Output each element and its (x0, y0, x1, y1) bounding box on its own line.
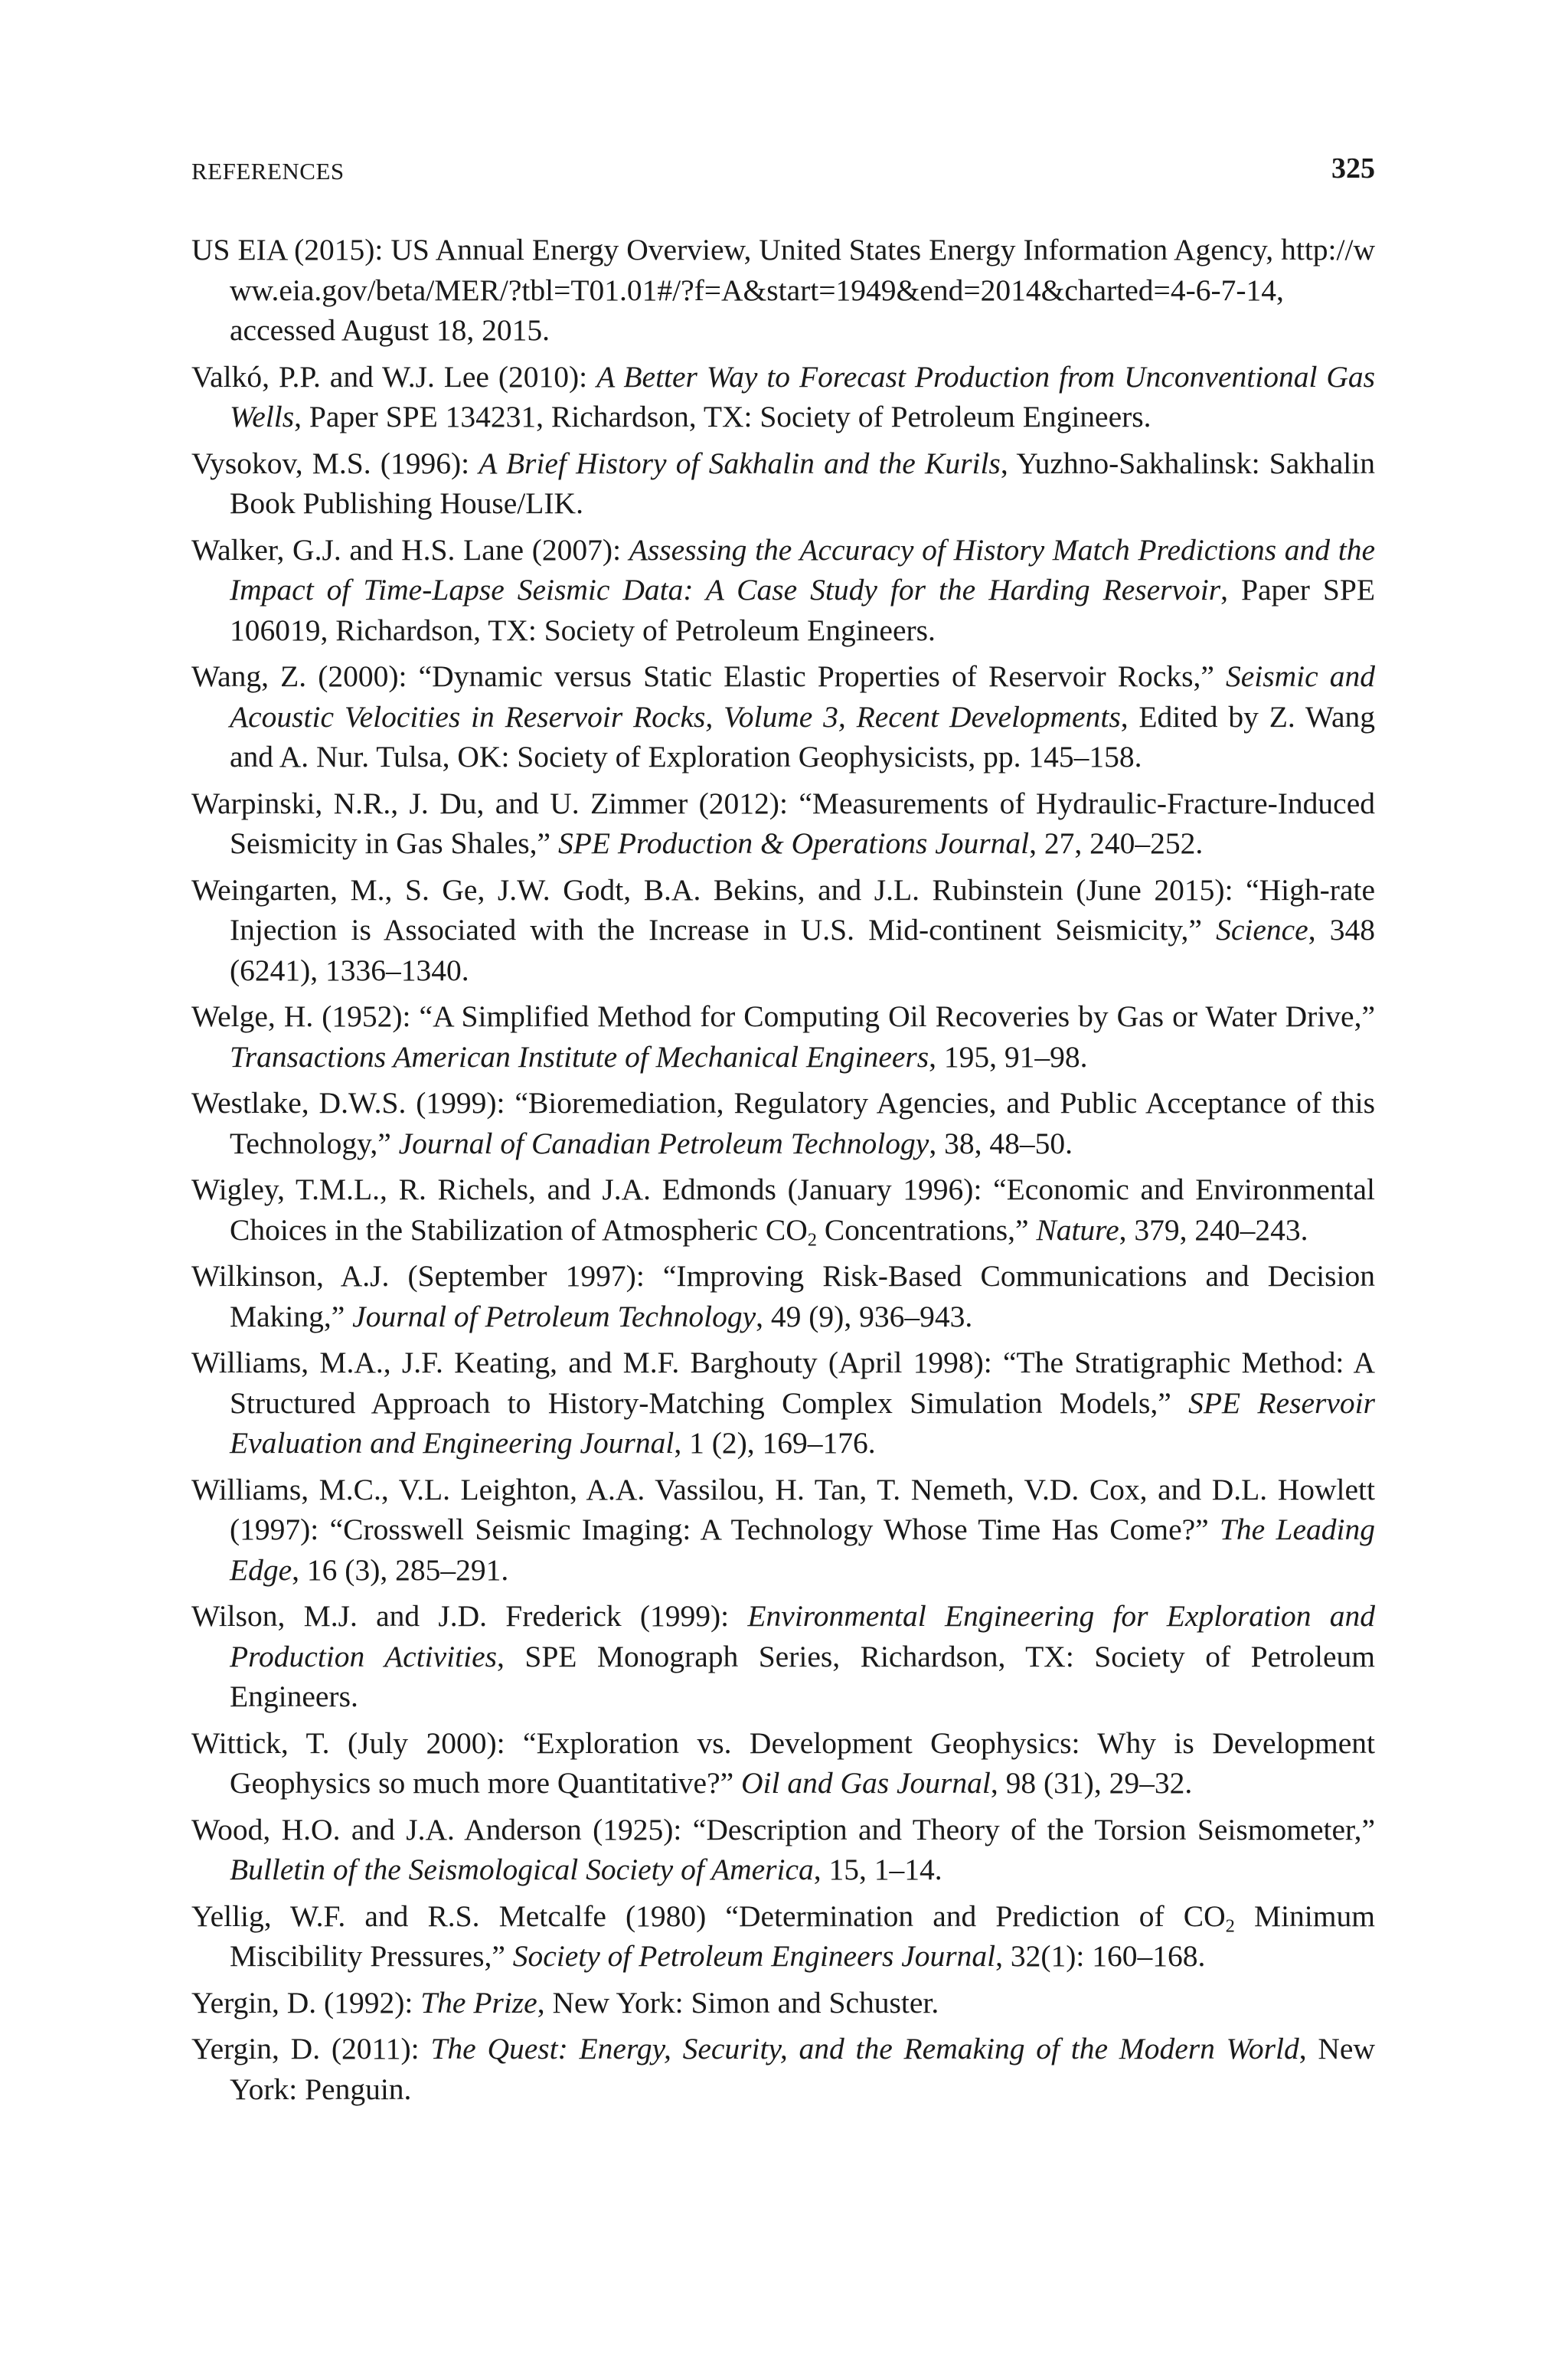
ref-title: The Quest: Energy, Security, and the Remaking of the Modern World (430, 2032, 1299, 2065)
subscript: 2 (1225, 1915, 1235, 1936)
ref-text: Wilson, M.J. and J.D. Frederick (1999): (191, 1599, 748, 1633)
ref-text: Wang, Z. (2000): “Dynamic versus Static Elastic Properties of Reservoir Rocks,” (191, 659, 1226, 693)
reference-entry (191, 1723, 1375, 1804)
ref-text: , Paper SPE 106019, Richardson, TX: Society of Petroleum Engineers. (230, 573, 1375, 647)
reference-entry (191, 443, 1375, 524)
ref-title: Nature (1036, 1212, 1119, 1247)
ref-text: , New York: Penguin. (230, 2032, 1375, 2106)
ref-url[interactable]: http://www.eia.gov/beta/MER/?tbl=T01.01#/?f=A&start=1949&end=2014&charted=4-6-7-14 (230, 233, 1375, 307)
ref-text: Westlake, D.W.S. (1999): “Bioremediation, Regulatory Agencies, and Public Acceptance of this Technology,” (191, 1086, 1375, 1160)
ref-text: Williams, M.A., J.F. Keating, and M.F. Barghouty (April 1998): “The Stratigraphic Method: A Structured Approach to History-Matching Complex Simulation Models,” (191, 1346, 1375, 1420)
ref-title: Seismic and Acoustic Velocities in Reservoir Rocks, Volume 3, Recent Developments (230, 659, 1375, 734)
reference-entry (191, 783, 1375, 864)
reference-entry (191, 1343, 1375, 1464)
ref-text: , SPE Monograph Series, Richardson, TX: Society of Petroleum Engineers. (230, 1639, 1375, 1713)
ref-text: Vysokov, M.S. (1996): (191, 446, 479, 480)
ref-title: Bulletin of the Seismological Society of America (230, 1853, 814, 1886)
reference-list (191, 230, 1375, 2115)
reference-entry (191, 1810, 1375, 1890)
reference-entry (191, 1896, 1375, 1977)
ref-text: Williams, M.C., V.L. Leighton, A.A. Vassilou, H. Tan, T. Nemeth, V.D. Cox, and D.L. Howlett (1997): “Crosswell Seismic Imaging: A Technology Whose Time Has Come?” (191, 1472, 1375, 1546)
ref-text: Yergin, D. (2011): (191, 2032, 431, 2065)
ref-title: Journal of Petroleum Technology (352, 1299, 756, 1333)
ref-text: , New York: Simon and Schuster. (537, 1985, 939, 2020)
reference-entry (191, 996, 1375, 1077)
ref-text: , Paper SPE 134231, Richardson, TX: Society of Petroleum Engineers. (294, 400, 1152, 433)
ref-text: Minimum Miscibility Pressures,” (230, 1899, 1375, 1973)
ref-title: SPE Reservoir Evaluation and Engineering Journal (230, 1385, 1375, 1460)
ref-title: The Prize (420, 1985, 537, 2020)
ref-title: Journal of Canadian Petroleum Technology (398, 1126, 929, 1160)
ref-title: Assessing the Accuracy of History Match Predictions and the Impact of Time-Lapse Seismic Data: A Case Study for the Harding Reservoir (230, 532, 1375, 607)
ref-text: , 15, 1–14. (813, 1853, 942, 1886)
ref-text: , 379, 240–243. (1119, 1212, 1308, 1247)
ref-text: , 32(1): 160–168. (995, 1939, 1206, 1973)
reference-entry (191, 1083, 1375, 1163)
ref-text: , 1 (2), 169–176. (674, 1426, 876, 1460)
ref-text: , 348 (6241), 1336–1340. (230, 913, 1376, 987)
ref-text: , Yuzhno-Sakhalinsk: Sakhalin Book Publishing House/LIK. (230, 446, 1376, 520)
ref-text: Wigley, T.M.L., R. Richels, and J.A. Edmonds (January 1996): “Economic and Environmental Choices in the Stabilization of Atmospheric CO (191, 1173, 1375, 1247)
ref-title: SPE Production & Operations Journal (557, 826, 1030, 860)
reference-entry (191, 1983, 1375, 2023)
ref-title: Oil and Gas Journal (741, 1766, 991, 1800)
reference-entry (191, 1470, 1375, 1591)
reference-entry (191, 230, 1375, 351)
ref-title: Transactions American Institute of Mechanical Engineers (230, 1039, 929, 1074)
subscript: 2 (807, 1228, 818, 1250)
ref-text: Wilkinson, A.J. (September 1997): “Improving Risk-Based Communications and Decision Making,” (191, 1259, 1375, 1333)
ref-text: Wood, H.O. and J.A. Anderson (1925): “Description and Theory of the Torsion Seismometer,” (191, 1812, 1375, 1846)
ref-text: , 16 (3), 285–291. (292, 1552, 509, 1587)
reference-entry (191, 1596, 1375, 1717)
reference-entry (191, 357, 1375, 437)
reference-entry (191, 656, 1375, 777)
ref-text: Concentrations,” (817, 1212, 1037, 1247)
reference-entry (191, 870, 1375, 991)
ref-title: A Brief History of Sakhalin and the Kurils (479, 446, 1001, 480)
ref-text: Yergin, D. (1992): (191, 1985, 421, 2020)
ref-text: , 27, 240–252. (1029, 826, 1204, 860)
ref-text: Warpinski, N.R., J. Du, and U. Zimmer (2012): “Measurements of Hydraulic-Fracture-Induced Seismicity in Gas Shales,” (191, 786, 1375, 860)
running-header (191, 152, 1375, 190)
ref-text: Walker, G.J. and H.S. Lane (2007): (191, 532, 629, 567)
reference-entry (191, 530, 1375, 651)
page-number: 325 (1331, 152, 1375, 185)
reference-entry (191, 1256, 1375, 1336)
document-page (191, 0, 1375, 2368)
ref-title: Science (1216, 913, 1308, 947)
ref-text: US EIA (2015): US Annual Energy Overview, United States Energy Information Agency, (191, 233, 1282, 267)
ref-text: Wittick, T. (July 2000): “Exploration vs. Development Geophysics: Why is Development Geophysics so much more Quantitative?” (191, 1725, 1375, 1800)
ref-text: , 49 (9), 936–943. (756, 1299, 973, 1333)
running-title: REFERENCES (191, 158, 345, 185)
ref-text: Valkó, P.P. and W.J. Lee (2010): (191, 359, 597, 394)
reference-entry (191, 1169, 1375, 1250)
ref-title: A Better Way to Forecast Production from Unconventional Gas Wells (230, 359, 1375, 433)
reference-entry (191, 2029, 1375, 2109)
ref-text: , 38, 48–50. (929, 1126, 1073, 1160)
ref-title: Environmental Engineering for Exploration and Production Activities (230, 1599, 1375, 1673)
ref-text: , 195, 91–98. (929, 1039, 1088, 1074)
ref-text: , accessed August 18, 2015. (230, 273, 1284, 347)
ref-text: Weingarten, M., S. Ge, J.W. Godt, B.A. Bekins, and J.L. Rubinstein (June 2015): “High-rate Injection is Associated with the Increase in U.S. Mid-continent Seismicity,” (191, 872, 1375, 947)
ref-title: The Leading Edge (230, 1513, 1375, 1587)
ref-text: Yellig, W.F. and R.S. Metcalfe (1980) “Determination and Prediction of CO (191, 1899, 1226, 1933)
ref-text: , 98 (31), 29–32. (990, 1766, 1193, 1800)
ref-title: Society of Petroleum Engineers Journal (512, 1939, 996, 1973)
ref-text: Welge, H. (1952): “A Simplified Method for Computing Oil Recoveries by Gas or Water Drive,” (191, 999, 1375, 1033)
ref-text: , Edited by Z. Wang and A. Nur. Tulsa, OK: Society of Exploration Geophysicists, pp. 145–158. (230, 699, 1375, 774)
